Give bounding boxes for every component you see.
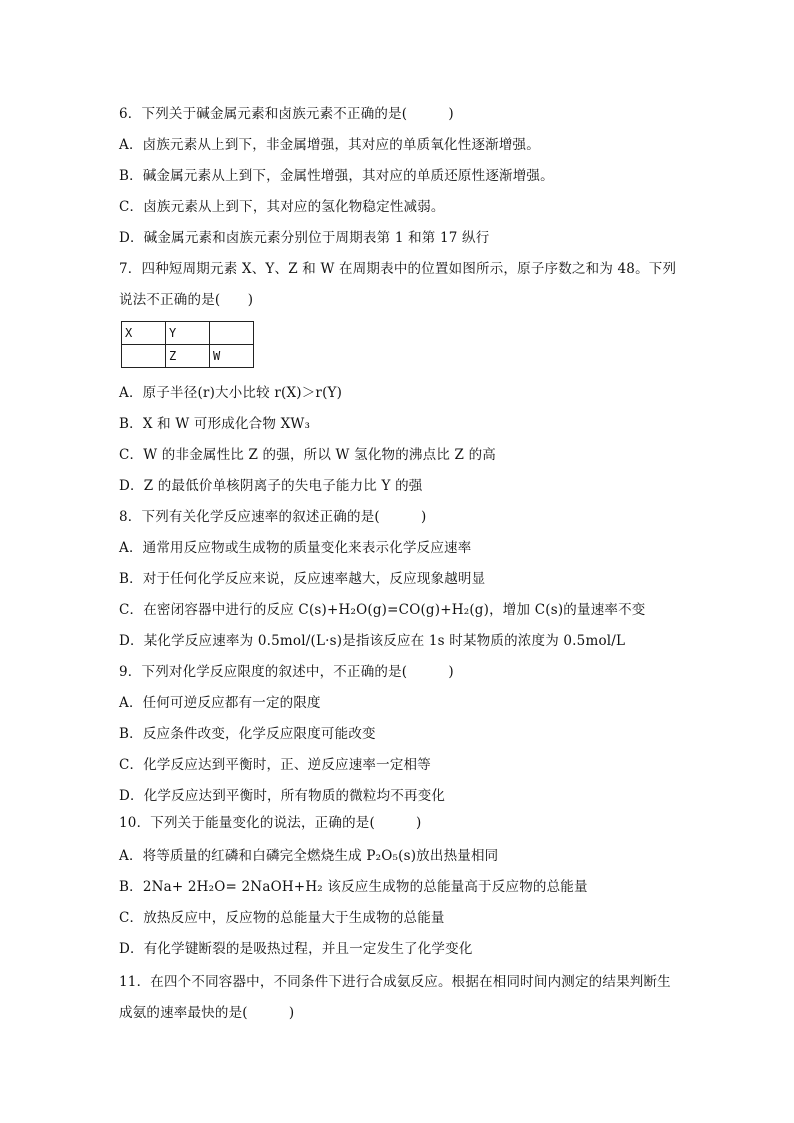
periodic-position-table xyxy=(121,321,254,368)
table-cell xyxy=(122,345,166,368)
question-8-option-c: C．在密闭容器中进行的反应 C(s)+H₂O(g)=CO(g)+H₂(g)，增加 C(s)的量速率不变 xyxy=(119,602,646,618)
question-10-option-c: C．放热反应中，反应物的总能量大于生成物的总能量 xyxy=(119,910,445,926)
table-cell: X xyxy=(122,322,166,345)
question-10-option-a: A．将等质量的红磷和白磷完全燃烧生成 P₂O₅(s)放出热量相同 xyxy=(119,848,499,864)
table-row xyxy=(122,345,254,368)
question-7-option-b: B．X 和 W 可形成化合物 XW₃ xyxy=(119,416,311,432)
question-6-option-b: B．碱金属元素从上到下，金属性增强，其对应的单质还原性逐渐增强。 xyxy=(119,168,554,184)
question-9-option-d: D．化学反应达到平衡时，所有物质的微粒均不再变化 xyxy=(119,788,446,804)
question-7-stem-line-1: 7．四种短周期元素 X、Y、Z 和 W 在周期表中的位置如图所示，原子序数之和为 48。下列 xyxy=(119,261,677,277)
question-6-stem: 6．下列关于碱金属元素和卤族元素不正确的是( ) xyxy=(119,106,454,122)
question-10-stem: 10．下列关于能量变化的说法，正确的是( ) xyxy=(119,815,422,831)
question-9-stem: 9．下列对化学反应限度的叙述中，不正确的是( ) xyxy=(119,664,454,680)
table-cell xyxy=(210,322,254,345)
question-7-option-d: D．Z 的最低价单核阴离子的失电子能力比 Y 的强 xyxy=(119,478,423,494)
question-6-option-a: A．卤族元素从上到下，非金属增强，其对应的单质氧化性逐渐增强。 xyxy=(119,137,540,153)
question-6-option-c: C．卤族元素从上到下，其对应的氢化物稳定性减弱。 xyxy=(119,199,445,215)
question-7-option-a: A．原子半径(r)大小比较 r(X)＞r(Y) xyxy=(119,385,343,401)
table-row xyxy=(122,322,254,345)
question-10-option-d: D．有化学键断裂的是吸热过程，并且一定发生了化学变化 xyxy=(119,941,473,957)
question-8-option-a: A．通常用反应物或生成物的质量变化来表示化学反应速率 xyxy=(119,540,472,556)
table-cell: Z xyxy=(166,345,210,368)
question-10-option-b: B．2Na+ 2H₂O= 2NaOH+H₂ 该反应生成物的总能量高于反应物的总能量 xyxy=(119,879,588,895)
question-7-option-c: C．W 的非金属性比 Z 的强，所以 W 氢化物的沸点比 Z 的高 xyxy=(119,447,496,463)
table-cell: W xyxy=(210,345,254,368)
question-8-stem: 8．下列有关化学反应速率的叙述正确的是( ) xyxy=(119,509,427,525)
table-cell: Y xyxy=(166,322,210,345)
question-11-stem-line-2: 成氨的速率最快的是( ) xyxy=(119,1005,295,1021)
question-9-option-c: C．化学反应达到平衡时，正、逆反应速率一定相等 xyxy=(119,757,431,773)
question-8-option-b: B．对于任何化学反应来说，反应速率越大，反应现象越明显 xyxy=(119,571,486,587)
question-9-option-b: B．反应条件改变，化学反应限度可能改变 xyxy=(119,726,376,742)
question-11-stem-line-1: 11．在四个不同容器中，不同条件下进行合成氨反应。根据在相同时间内测定的结果判断生 xyxy=(119,974,671,990)
question-7-stem-line-2: 说法不正确的是( ) xyxy=(119,292,254,308)
question-9-option-a: A．任何可逆反应都有一定的限度 xyxy=(119,695,321,711)
question-6-option-d: D．碱金属元素和卤族元素分别位于周期表第 1 和第 17 纵行 xyxy=(119,230,490,246)
question-8-option-d: D．某化学反应速率为 0.5mol/(L·s)是指该反应在 1s 时某物质的浓度为 0.5mol/L xyxy=(119,633,626,649)
